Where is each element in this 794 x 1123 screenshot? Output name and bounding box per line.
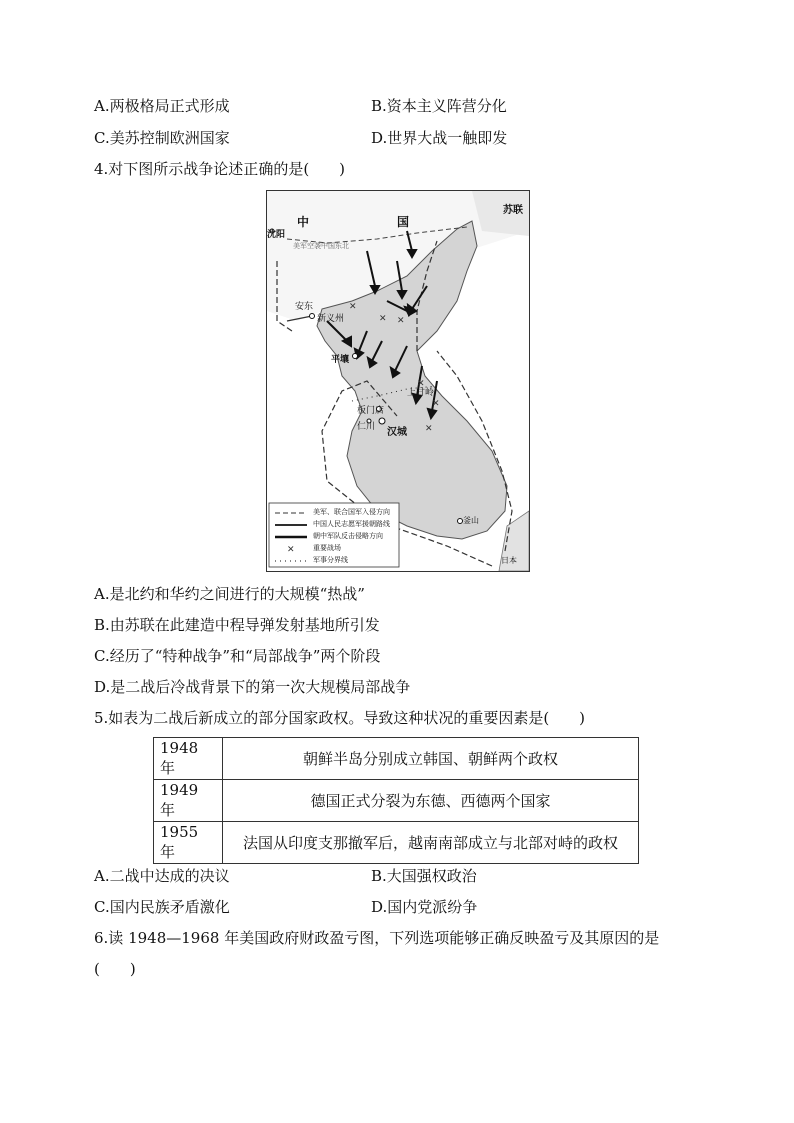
option-c: C.国内民族矛盾激化: [94, 898, 230, 916]
map-label-china: 中: [297, 215, 310, 229]
table-row: [154, 780, 639, 822]
events-table: [153, 737, 639, 864]
map-label-busan: 釜山: [463, 516, 479, 525]
table-cell-year: 1948 年: [154, 738, 223, 780]
question-stem: 6.读 1948—1968 年美国政府财政盈亏图，下列选项能够正确反映盈亏及其原因的是: [94, 929, 660, 947]
svg-text:✕: ✕: [349, 302, 357, 312]
svg-text:✕: ✕: [432, 399, 440, 409]
option-a: A.二战中达成的决议: [94, 867, 230, 885]
map-label-andong: 安东: [295, 302, 314, 312]
table-cell-event: 朝鲜半岛分别成立韩国、朝鲜两个政权: [223, 738, 639, 780]
table-cell-year: 1955 年: [154, 822, 223, 864]
option-d: D.是二战后冷战背景下的第一次大规模局部战争: [94, 678, 411, 696]
option-a: A.是北约和华约之间进行的大规模“热战”: [94, 585, 365, 603]
map-label-incheon: 仁川: [357, 422, 376, 432]
svg-text:✕: ✕: [397, 316, 405, 326]
table-row: [154, 738, 639, 780]
map-label-japan: 日本: [501, 556, 517, 565]
option-c: C.经历了“特种战争”和“局部战争”两个阶段: [94, 647, 381, 665]
table-row: [154, 822, 639, 864]
option-b: B.由苏联在此建造中程导弹发射基地所引发: [94, 616, 380, 634]
map-label-panmunjom: 板门店: [357, 406, 385, 416]
table-cell-event: 德国正式分裂为东德、西德两个国家: [223, 780, 639, 822]
map-label-border-note: 美军空袭中国东北: [293, 242, 349, 250]
map-label-ussr: 苏联: [503, 205, 523, 216]
table-cell-year: 1949 年: [154, 780, 223, 822]
svg-text:✕: ✕: [379, 314, 387, 324]
map-label-sanggamryong: 上甘岭: [407, 388, 435, 398]
option-b: B.大国强权政治: [371, 867, 477, 885]
map-label-shenyang: 沈阳: [267, 230, 286, 240]
map-label-country: 国: [397, 215, 410, 229]
question-stem: 4.对下图所示战争论述正确的是( ): [94, 160, 346, 178]
svg-text:✕: ✕: [287, 545, 295, 555]
option-c: C.美苏控制欧洲国家: [94, 129, 230, 147]
legend-item: 重要战场: [313, 544, 341, 552]
table-cell-event: 法国从印度支那撤军后，越南南部成立与北部对峙的政权: [223, 822, 639, 864]
svg-text:✕: ✕: [425, 424, 433, 434]
map-label-pyongyang: 平壤: [331, 355, 350, 365]
svg-text:✕: ✕: [417, 379, 425, 389]
legend-item: 军事分界线: [313, 556, 348, 564]
map-label-seoul: 汉城: [387, 427, 407, 438]
option-d: D.国内党派纷争: [371, 898, 478, 916]
option-d: D.世界大战一触即发: [371, 129, 508, 147]
option-b: B.资本主义阵营分化: [371, 97, 507, 115]
korean-war-map: [266, 190, 530, 572]
legend-item: 朝中军队反击侵略方向: [313, 532, 383, 540]
option-a: A.两极格局正式形成: [94, 97, 230, 115]
answer-parentheses: ( ): [94, 960, 136, 978]
legend-item: 美军、联合国军入侵方向: [313, 508, 390, 516]
legend-item: 中国人民志愿军援朝路线: [313, 520, 390, 528]
map-label-xinyizhou: 新义州: [317, 314, 345, 324]
question-stem: 5.如表为二战后新成立的部分国家政权。导致这种状况的重要因素是( ): [94, 709, 586, 727]
